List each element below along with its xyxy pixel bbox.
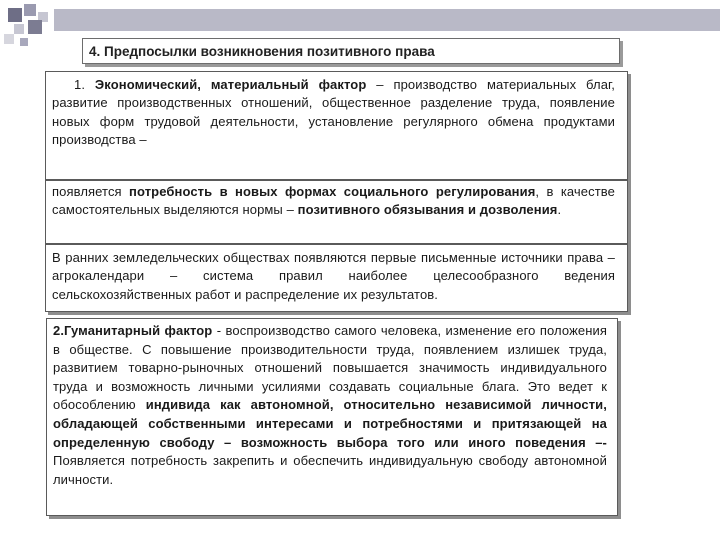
early-sources-text: В ранних земледельческих обществах появляются первые письменные источники права – агрокалендари – система правил наиболее целесообразного ведения сельскохозяйственных работ и распределение их результатов. — [52, 250, 615, 302]
regulation-bold-2: позитивного обязывания и дозволения — [297, 202, 558, 218]
humanitarian-factor-title: 2.Гуманитарный фактор — [53, 323, 213, 338]
deco-square — [8, 8, 22, 22]
early-sources-box — [45, 244, 628, 312]
economic-factor-body: – производство материальных благ, развитие производственных отношений, общественное разделение труда, появление новых форм трудовой деятельности, установление регулярного обмена продуктами производства – — [52, 77, 615, 148]
deco-square — [14, 24, 24, 34]
humanitarian-text-1: - воспроизводство самого человека, изменение его положения в обществе. С повышение производительности труда, появлением излишек труда, развитием товарно-рыночных отношений повышается значимость индивидуального труда и возможность личными усилиями создавать социальные блага. Это ведет к обособлению — [53, 323, 607, 413]
humanitarian-text-2: Появляется потребность закрепить и обеспечить индивидуальную свободу автономной личности. — [53, 453, 607, 487]
economic-factor-text — [52, 76, 615, 150]
deco-square — [28, 20, 42, 34]
humanitarian-factor-box — [46, 318, 618, 516]
economic-factor-number: 1. — [74, 77, 86, 92]
regulation-text-1: появляется — [52, 184, 130, 199]
regulation-text-3: . — [557, 202, 562, 218]
regulation-bold-1: потребность в новых формах социального регулирования — [129, 184, 536, 199]
deco-square — [24, 4, 36, 16]
header-bar — [54, 9, 720, 31]
regulation-need-text — [52, 183, 615, 220]
slide-title: 4. Предпосылки возникновения позитивного права — [89, 43, 435, 59]
deco-square — [4, 34, 14, 44]
regulation-need-box — [45, 180, 628, 244]
deco-square — [20, 38, 28, 46]
humanitarian-factor-text — [53, 322, 607, 489]
slide-title-box — [82, 38, 620, 64]
humanitarian-bold-1: индивида как автономной, относительно независимой личности, обладающей собственными интересами и потребностями и притязающей на определенную свободу – возможность выбора того или иного поведения –- — [53, 397, 607, 450]
economic-factor-title: Экономический, материальный фактор — [94, 77, 367, 92]
economic-factor-box — [45, 71, 628, 180]
regulation-text-2: , в качестве самостоятельных выделяются нормы – — [52, 184, 615, 218]
